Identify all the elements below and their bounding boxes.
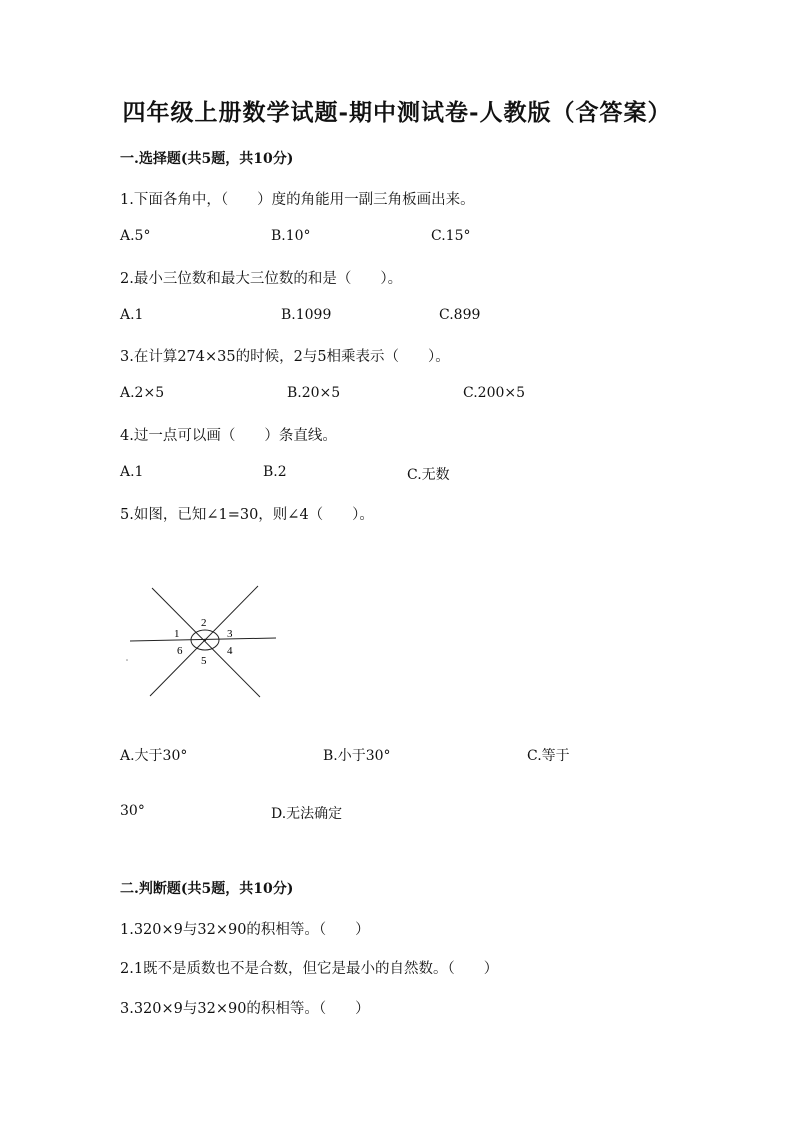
q3-option-b: B.20×5: [287, 385, 341, 401]
q3-option-c: C.200×5: [463, 385, 526, 401]
q1-option-b: B.10°: [271, 228, 311, 244]
q5-option-c: C.等于: [527, 748, 570, 764]
angle-label-3: 3: [227, 628, 233, 640]
judgment-question-1: 1.320×9与32×90的积相等。（ ）: [120, 922, 370, 938]
question-1: 1.下面各角中，（ ）度的角能用一副三角板画出来。: [120, 192, 475, 208]
angle-label-1: 1: [174, 628, 180, 640]
angle-label-6: 6: [177, 645, 183, 657]
q2-option-a: A.1: [120, 307, 144, 323]
section-heading-choice: 一.选择题(共5题，共10分): [120, 151, 294, 167]
q1-option-a: A.5°: [120, 228, 151, 244]
angle-label-4: 4: [227, 645, 233, 657]
descending-line: [152, 588, 260, 697]
q2-option-b: B.1099: [281, 307, 332, 323]
q4-option-b: B.2: [263, 464, 287, 480]
stray-dot: [126, 659, 128, 661]
q5-option-c-continued: 30°: [120, 803, 145, 819]
angle-label-2: 2: [201, 617, 207, 629]
angle-label-5: 5: [201, 655, 207, 667]
q5-option-b: B.小于30°: [323, 748, 391, 764]
q1-option-c: C.15°: [431, 228, 471, 244]
judgment-question-2: 2.1既不是质数也不是合数，但它是最小的自然数。（ ）: [120, 961, 499, 977]
question-5: 5.如图，已知∠1=30，则∠4（ ）。: [120, 507, 374, 523]
q2-option-c: C.899: [439, 307, 481, 323]
q5-option-a: A.大于30°: [120, 748, 188, 764]
intersection-point: [204, 639, 206, 641]
question-2: 2.最小三位数和最大三位数的和是（ ）。: [120, 271, 403, 287]
angle-figure: [118, 578, 288, 704]
section-heading-judgment: 二.判断题(共5题，共10分): [120, 881, 294, 897]
page-title: 四年级上册数学试题-期中测试卷-人教版（含答案）: [122, 99, 672, 126]
question-4: 4.过一点可以画（ ）条直线。: [120, 428, 337, 444]
judgment-question-3: 3.320×9与32×90的积相等。（ ）: [120, 1001, 370, 1017]
q3-option-a: A.2×5: [120, 385, 165, 401]
question-3: 3.在计算274×35的时候，2与5相乘表示（ ）。: [120, 349, 450, 365]
q4-option-c: C.无数: [407, 467, 450, 483]
q5-option-d: D.无法确定: [271, 806, 343, 822]
q4-option-a: A.1: [120, 464, 144, 480]
intersecting-lines-diagram: [118, 578, 288, 704]
